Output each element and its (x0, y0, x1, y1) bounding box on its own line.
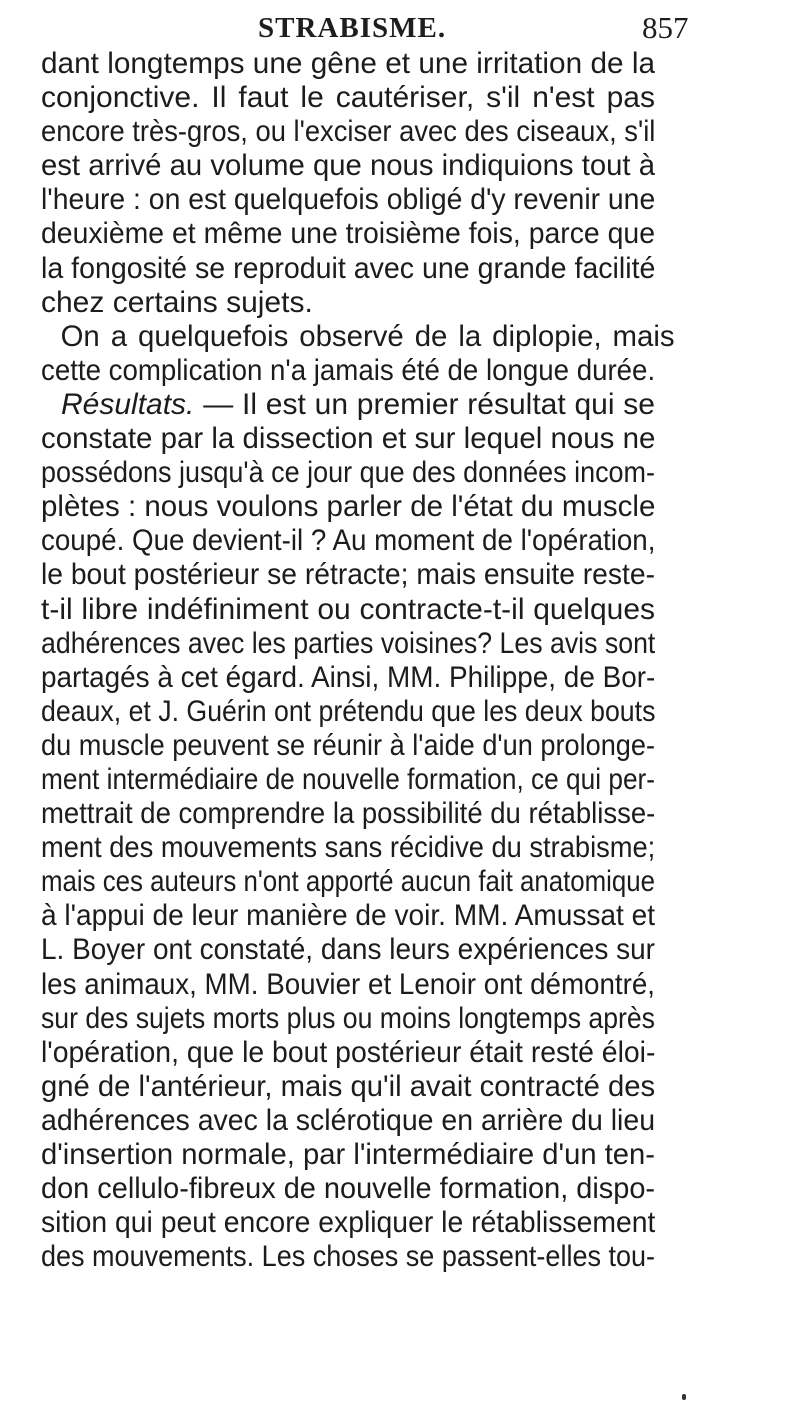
text-line: du muscle peuvent se réunir à l'aide d'un prolonge- (41, 728, 655, 762)
text-line: la fongosité se reproduit avec une grande facilité (41, 251, 655, 285)
text-line: gné de l'antérieur, mais qu'il avait contracté des (41, 1069, 655, 1103)
ink-speck (682, 1394, 686, 1400)
text-line: chez certains sujets. (41, 285, 313, 319)
text-line: possédons jusqu'à ce jour que des données incom- (41, 456, 655, 490)
text-line: adhérences avec les parties voisines? Les avis sont (41, 626, 655, 660)
text-line: conjonctive. Il faut le cautériser, s'il n'est pas (41, 81, 655, 115)
text-line: adhérences avec la sclérotique en arrière du lieu (41, 1103, 655, 1137)
text-line: constate par la dissection et sur lequel nous ne (41, 422, 655, 456)
text-line: L. Boyer ont constaté, dans leurs expériences sur (41, 933, 655, 967)
text-line: plètes : nous voulons parler de l'état du muscle (41, 490, 655, 524)
text-line: est arrivé au volume que nous indiquions tout à (41, 149, 655, 183)
text-line: deuxième et même une troisième fois, parce que (41, 217, 655, 251)
text-line: dant longtemps une gêne et une irritation de la (41, 47, 655, 80)
text-line: à l'appui de leur manière de voir. MM. Amussat et (41, 899, 655, 933)
text-line: mettrait de comprendre la possibilité du rétablisse- (41, 797, 655, 831)
text-line: partagés à cet égard. Ainsi, MM. Philippe, de Bor- (41, 660, 655, 694)
running-head: STRABISME. (258, 12, 447, 44)
body-text (41, 47, 675, 1274)
page-header (0, 8, 800, 48)
text-line-with-heading (41, 388, 655, 422)
text-line: coupé. Que devient-il ? Au moment de l'opération, (41, 524, 655, 558)
text-line: encore très-gros, ou l'exciser avec des ciseaux, s'il (41, 115, 655, 149)
text-line: l'heure : on est quelquefois obligé d'y revenir une (41, 183, 655, 217)
text-line: On a quelquefois observé de la diplopie, mais (60, 319, 675, 353)
text-line: t-il libre indéfiniment ou contracte-t-il quelques (41, 592, 655, 626)
text-line: l'opération, que le bout postérieur était resté éloi- (41, 1035, 655, 1069)
text-run: — Il est un premier résultat qui se (203, 387, 655, 421)
text-line: deaux, et J. Guérin ont prétendu que les deux bouts (41, 694, 655, 728)
text-line: d'insertion normale, par l'intermédiaire d'un ten- (41, 1138, 655, 1171)
page-number: 857 (642, 10, 689, 45)
text-line: mais ces auteurs n'ont apporté aucun fait anatomique (41, 865, 655, 899)
text-line: sition qui peut encore expliquer le rétablissement (41, 1206, 655, 1240)
text-line: don cellulo-fibreux de nouvelle formation, dispo- (41, 1172, 655, 1206)
text-line: ment des mouvements sans récidive du strabisme; (41, 831, 655, 865)
section-heading-resultats: Résultats. (61, 387, 195, 421)
text-line: sur des sujets morts plus ou moins longtemps après (41, 1001, 655, 1035)
text-line: cette complication n'a jamais été de longue durée. (41, 353, 655, 387)
text-line: des mouvements. Les choses se passent-elles tou- (41, 1240, 655, 1274)
text-line: le bout postérieur se rétracte; mais ensuite reste- (41, 558, 655, 592)
text-line: ment intermédiaire de nouvelle formation, ce qui per- (41, 762, 655, 796)
text-line: les animaux, MM. Bouvier et Lenoir ont démontré, (41, 967, 655, 1001)
